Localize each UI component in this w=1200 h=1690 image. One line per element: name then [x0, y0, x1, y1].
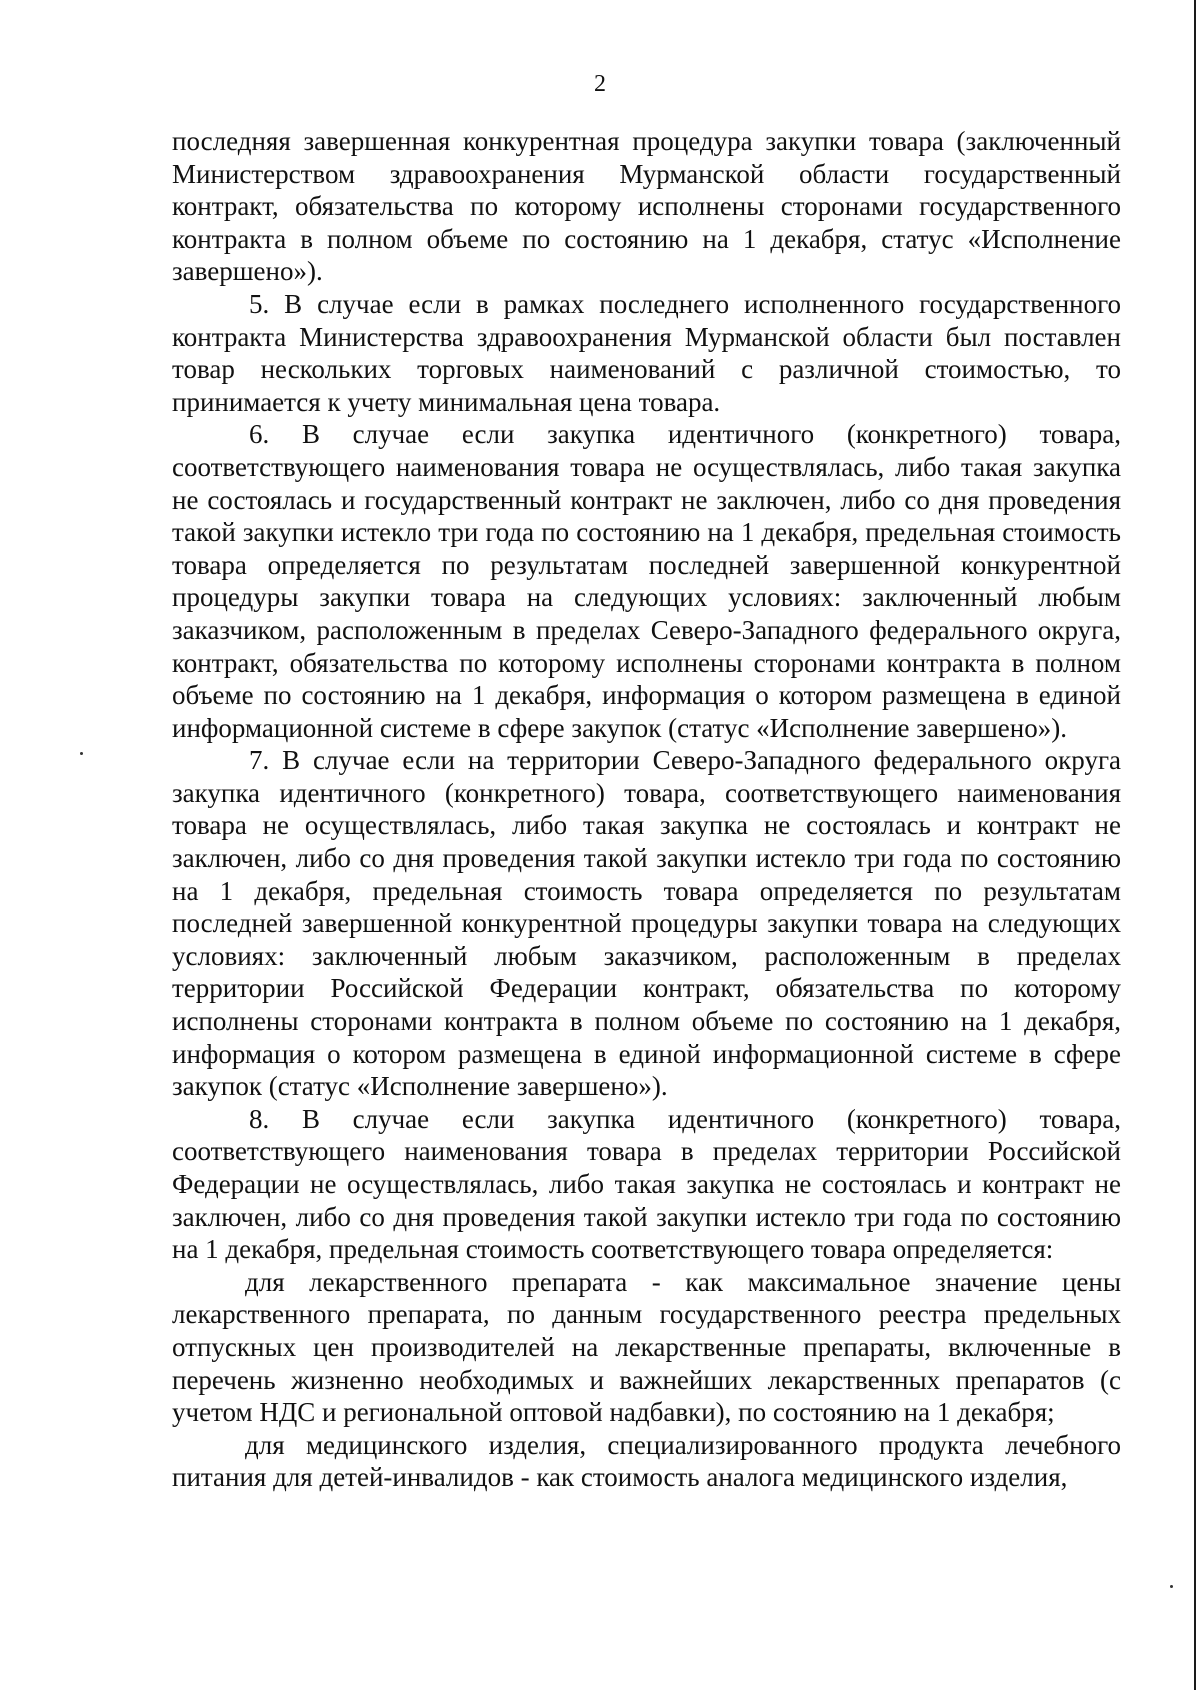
scan-speck: [80, 752, 83, 755]
paragraph-item-7: 7. В случае если на территории Северо-Западного федерального округа закупка идентичного (конкретного) товара, соответствующего наименования товара не осуществлялась, либо такая закупка не состоялась и контракт не заключен, либо со дня проведения такой закупки истекло три года по состоянию на 1 декабря, предельная стоимость товара определяется по результатам последней завершенной конкурентной процедуры закупки товара на следующих условиях: заключенный любым заказчиком, расположенным в пределах территории Российской Федерации контракт, обязательства по которому исполнены сторонами контракта в полном объеме по состоянию на 1 декабря, информация о котором размещена в единой информационной системе в сфере закупок (статус «Исполнение завершено»).: [172, 745, 1121, 1102]
paragraph-item-5: 5. В случае если в рамках последнего исполненного государственного контракта Министерства здравоохранения Мурманской области был поставлен товар нескольких торговых наименований с различной стоимостью, то принимается к учету минимальная цена товара.: [172, 288, 1121, 417]
paragraph-item-6: 6. В случае если закупка идентичного (конкретного) товара, соответствующего наименования товара не осуществлялась, либо такая закупка не состоялась и государственный контракт не заключен, либо со дня проведения такой закупки истекло три года по состоянию на 1 декабря, предельная стоимость товара определяется по результатам последней завершенной конкурентной процедуры закупки товара на следующих условиях: заключенный любым заказчиком, расположенным в пределах Северо-Западного федерального округа, контракт, обязательства по которому исполнены сторонами контракта в полном объеме по состоянию на 1 декабря, информация о котором размещена в единой информационной системе в сфере закупок (статус «Исполнение завершено»).: [172, 419, 1121, 743]
paragraph-item-8: 8. В случае если закупка идентичного (конкретного) товара, соответствующего наименования товара в пределах территории Российской Федерации не осуществлялась, либо такая закупка не состоялась и контракт не заключен, либо со дня проведения такой закупки истекло три года по состоянию на 1 декабря, предельная стоимость соответствующего товара определяется:: [172, 1103, 1121, 1265]
scan-speck: [1170, 1585, 1173, 1588]
paragraph-drug-price: для лекарственного препарата - как максимальное значение цены лекарственного препарата, по данным государственного реестра предельных отпускных цен производителей на лекарственные препараты, включенные в перечень жизненно необходимых и важнейших лекарственных препаратов (с учетом НДС и региональной оптовой надбавки), по состоянию на 1 декабря;: [172, 1266, 1121, 1428]
paragraph-medical-device-price: для медицинского изделия, специализированного продукта лечебного питания для детей-инвалидов - как стоимость аналога медицинского изделия,: [172, 1429, 1121, 1493]
document-body: [172, 125, 1121, 1494]
page-edge-line: [1194, 0, 1196, 1690]
page-number: 2: [594, 71, 606, 97]
paragraph-continuation: последняя завершенная конкурентная процедура закупки товара (заключенный Министерством здравоохранения Мурманской области государственный контракт, обязательства по которому исполнены сторонами государственного контракта в полном объеме по состоянию на 1 декабря, статус «Исполнение завершено»).: [172, 126, 1121, 287]
